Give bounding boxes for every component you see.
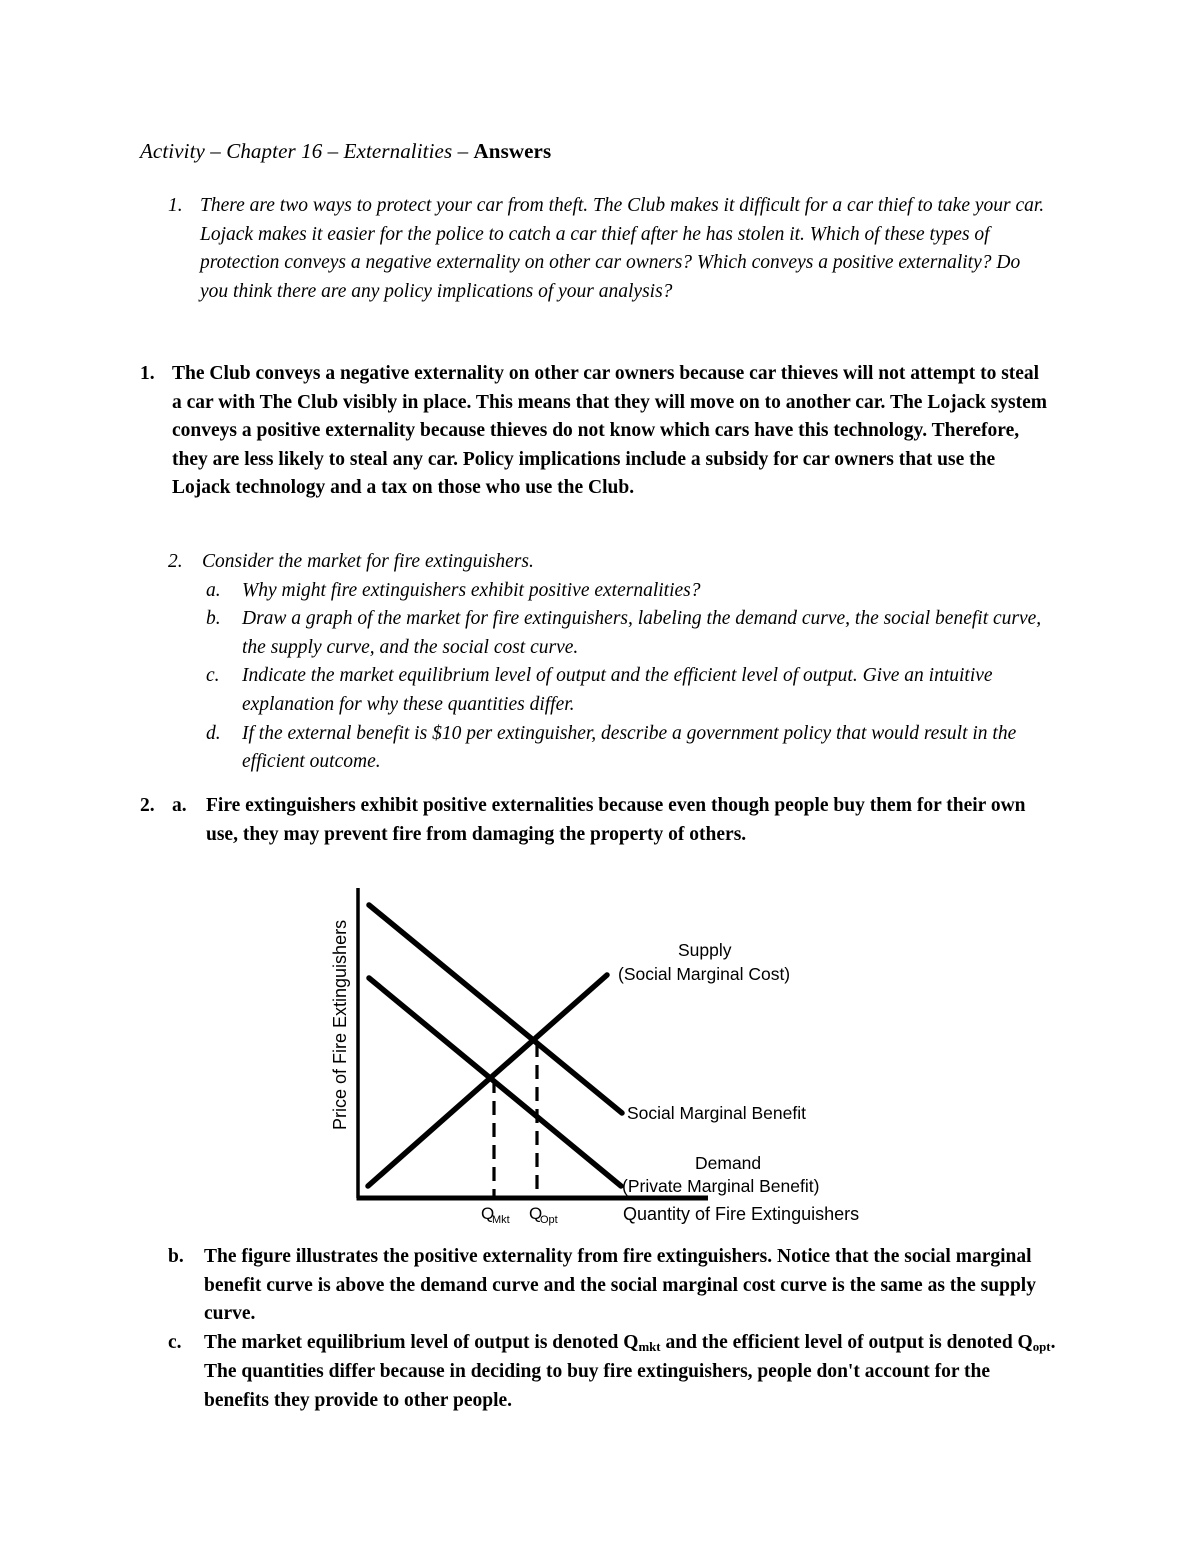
- question-2: [168, 548, 1068, 777]
- question-1: [168, 192, 1048, 306]
- answer-2b-marker: b.: [168, 1246, 184, 1267]
- question-2-part-a: [168, 577, 1068, 606]
- answer-2c: [168, 1329, 1058, 1416]
- social-marginal-benefit-label: Social Marginal Benefit: [627, 1103, 806, 1123]
- answer-2a-number-marker: 2.: [140, 795, 155, 816]
- question-2-parts: [168, 577, 1068, 777]
- answer-2c-text: [204, 1329, 1058, 1416]
- q-opt-label-subscript: Opt: [540, 1214, 558, 1226]
- question-2-part-b-marker: b.: [206, 608, 221, 630]
- answer-1-marker: 1.: [140, 363, 155, 384]
- supply-demand-figure: [330, 880, 890, 1230]
- answer-1-text: The Club conveys a negative externality on other car owners because car thieves will not attempt to steal a car with The Club visibly in place. This means that they will move on to another car. The Lojack system conveys a positive externality because thieves do not know which cars have this technology. Therefore, they are less likely to steal any car. Policy implications include a subsidy for car owners that use the Lojack technology and a tax on those who use the Club.: [172, 363, 1048, 499]
- demand-label-line-1: Demand: [695, 1153, 762, 1173]
- answer-2c-text-part2: and the efficient level of output is denoted Q: [660, 1331, 1033, 1353]
- page-title: [140, 139, 551, 164]
- answer-2b: [168, 1243, 1058, 1329]
- answer-2c-marker: c.: [168, 1331, 182, 1353]
- question-1-marker: 1.: [168, 195, 183, 216]
- answer-2a-text: Fire extinguishers exhibit positive externalities because even though people buy them for their own use, they may prevent fire from damaging the property of others.: [206, 795, 1026, 845]
- y-axis-title: Price of Fire Extinguishers: [330, 919, 350, 1130]
- question-2-marker: 2.: [168, 551, 183, 572]
- question-2-part-d: [168, 720, 1068, 777]
- question-2-part-d-text: If the external benefit is $10 per extinguisher, describe a government policy that would result in the efficient outcome.: [242, 722, 1017, 773]
- question-2-part-b: [168, 605, 1068, 662]
- figure-svg: [330, 880, 890, 1230]
- x-axis-title: Quantity of Fire Extinguishers: [623, 1204, 860, 1224]
- answer-2c-subscript-mkt: mkt: [638, 1340, 661, 1355]
- answer-2c-subscript-opt: opt: [1032, 1340, 1051, 1355]
- question-2-part-c-marker: c.: [206, 665, 220, 687]
- answer-2c-text-part3: . The quantities differ because in deciding to buy fire extinguishers, people don't account for the benefits they provide to other people.: [204, 1331, 1056, 1411]
- answer-2a-letter-marker: a.: [172, 795, 187, 816]
- answer-2b-text: The figure illustrates the positive externality from fire extinguishers. Notice that the social marginal benefit curve is above the demand curve and the social marginal cost curve is the same as the supply curve.: [204, 1246, 1036, 1325]
- answer-2a: [140, 792, 1030, 849]
- answer-2c-text-part1: The market equilibrium level of output is denoted Q: [204, 1331, 639, 1353]
- page-title-answers: Answers: [473, 139, 552, 163]
- page-title-italic: Activity – Chapter 16 – Externalities –: [140, 139, 474, 163]
- question-2-part-c-text: Indicate the market equilibrium level of output and the efficient level of output. Give an intuitive explanation for why these quantities differ.: [242, 665, 993, 715]
- question-1-text: There are two ways to protect your car from theft. The Club makes it difficult for a car thief to take your car. Lojack makes it easier for the police to catch a car thief after he has stolen it. Which of these types of protection conveys a negative externality on other car owners? Which conveys a positive externality? Do you think there are any policy implications of your analysis?: [200, 195, 1045, 302]
- question-2-stem: Consider the market for fire extinguishers.: [202, 551, 534, 572]
- question-2-part-a-text: Why might fire extinguishers exhibit positive externalities?: [242, 579, 701, 601]
- answer-1: [140, 360, 1050, 503]
- q-mkt-label-subscript: Mkt: [492, 1214, 510, 1226]
- demand-label-line-2: (Private Marginal Benefit): [622, 1176, 820, 1196]
- question-2-part-c: [168, 662, 1068, 719]
- supply-label-line-1: Supply: [678, 940, 732, 960]
- question-2-part-a-marker: a.: [206, 579, 221, 601]
- answer-2bc-group: [168, 1243, 1058, 1416]
- q-opt-label: Q: [529, 1204, 543, 1223]
- supply-label-line-2: (Social Marginal Cost): [618, 964, 791, 984]
- question-2-part-b-text: Draw a graph of the market for fire extinguishers, labeling the demand curve, the social benefit curve, the supply curve, and the social cost curve.: [242, 608, 1042, 658]
- question-2-part-d-marker: d.: [206, 722, 221, 744]
- q-mkt-label: Q: [481, 1204, 495, 1223]
